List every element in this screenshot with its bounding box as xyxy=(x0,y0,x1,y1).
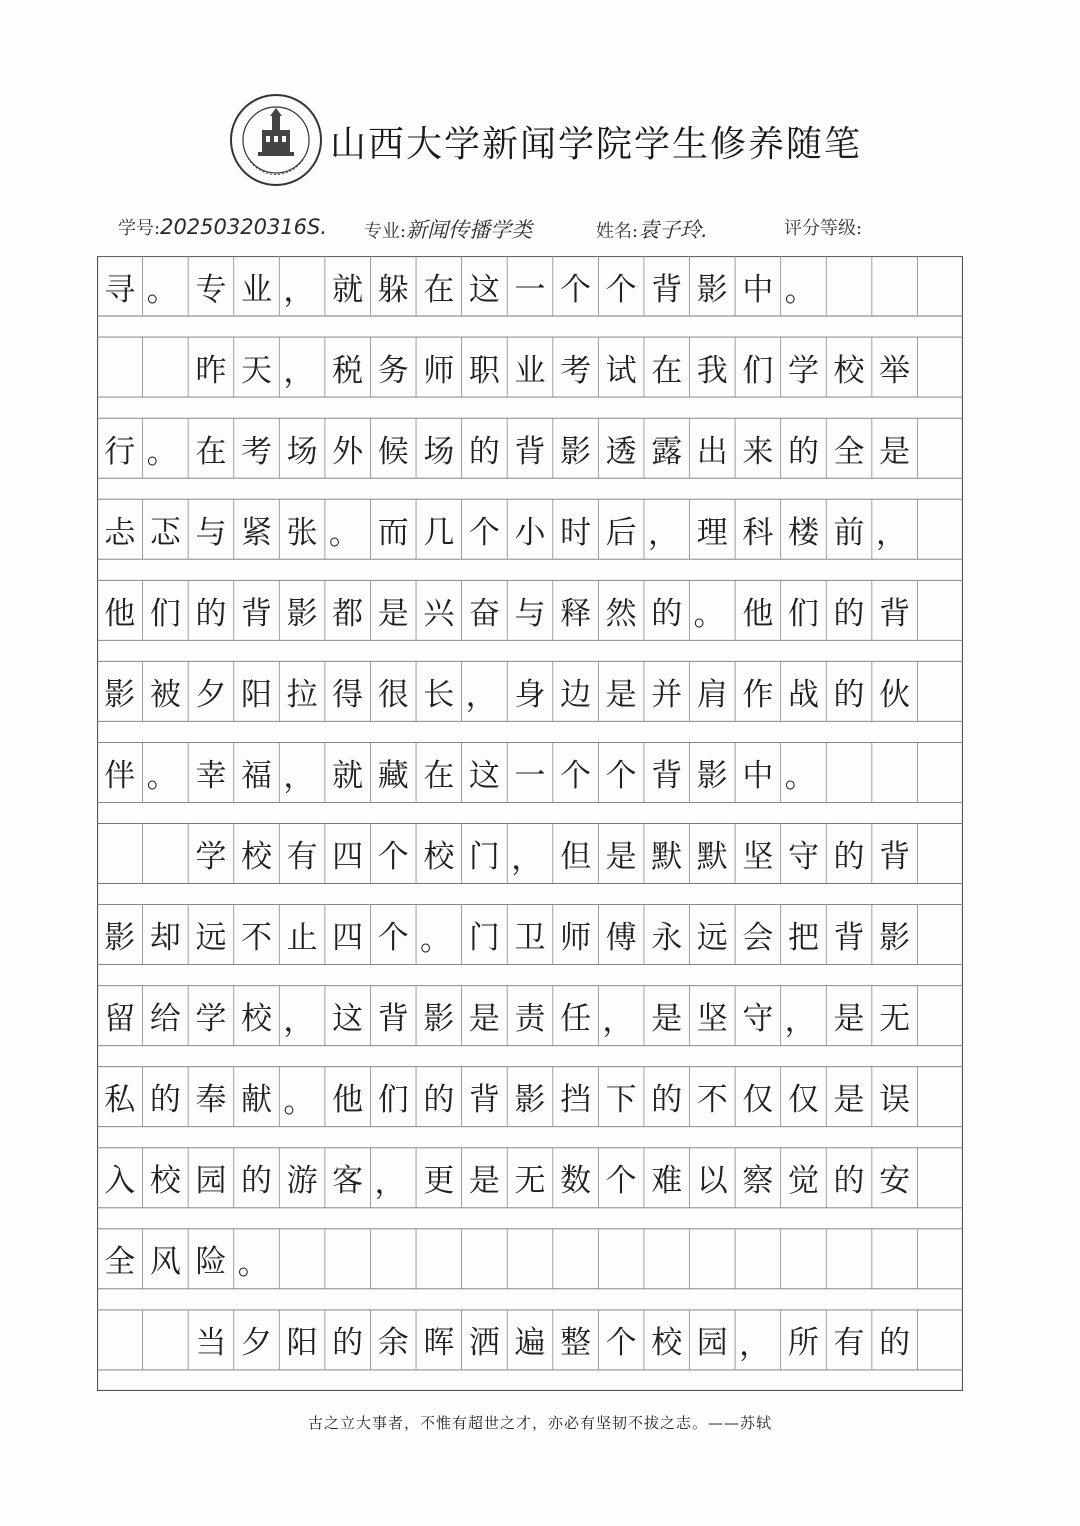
grid-character: 们 xyxy=(149,595,181,632)
grid-character: 长 xyxy=(423,676,455,713)
grid-character xyxy=(97,1310,143,1370)
grid-character: 影 xyxy=(696,757,728,794)
grid-character: 背 xyxy=(651,271,683,308)
grid-character: 在 xyxy=(423,271,455,308)
grid-character: 考 xyxy=(560,352,592,389)
grid-character: 场 xyxy=(423,433,455,470)
grid-character: 背 xyxy=(879,839,911,875)
grid-character: 师 xyxy=(423,352,455,389)
grid-character: 寻 xyxy=(104,271,136,308)
grid-character: 后 xyxy=(605,514,637,551)
grid-character: 们 xyxy=(742,352,774,389)
grid-character: 四 xyxy=(332,839,364,875)
grid-character: 影 xyxy=(104,920,136,957)
grid-character: 奉 xyxy=(195,1082,227,1119)
grid-character: ， xyxy=(602,1002,634,1039)
grid-character: 四 xyxy=(332,920,364,957)
grid-character: ， xyxy=(739,1326,771,1363)
grid-character: 出 xyxy=(696,433,728,470)
grid-character: ， xyxy=(283,1002,315,1039)
grid-character: 就 xyxy=(332,757,364,794)
grid-character: 学 xyxy=(195,1001,227,1038)
grid-character: 的 xyxy=(195,595,227,632)
grid-character: 所 xyxy=(787,1325,819,1362)
grid-character: 这 xyxy=(468,757,500,794)
grid-character: 藏 xyxy=(377,757,409,794)
grid-character: 天 xyxy=(241,352,273,389)
grid-character: 在 xyxy=(423,757,455,794)
grid-character: 兴 xyxy=(423,595,455,632)
grid-character: 仅 xyxy=(787,1082,819,1119)
grid-character: 个 xyxy=(605,271,637,308)
grid-character: 就 xyxy=(332,271,364,308)
grid-character: 以 xyxy=(696,1163,728,1200)
grid-character: 影 xyxy=(286,595,318,632)
grid-character: 险 xyxy=(195,1244,227,1281)
grid-character: 学 xyxy=(787,352,819,389)
grid-character: 卫 xyxy=(514,920,546,957)
grid-character: 。 xyxy=(146,759,178,796)
grid-character: 这 xyxy=(468,271,500,308)
grid-character: 。 xyxy=(146,435,178,472)
grid-character: ， xyxy=(374,1164,406,1201)
grid-character: 作 xyxy=(742,676,774,713)
grid-character: 阳 xyxy=(286,1325,318,1362)
grid-character: 来 xyxy=(742,433,774,470)
grid-character: 难 xyxy=(651,1163,683,1200)
grid-character: 整 xyxy=(560,1325,592,1362)
university-seal-icon xyxy=(228,92,324,188)
grid-character: 业 xyxy=(241,271,273,308)
grid-character: 当 xyxy=(195,1325,227,1362)
essay-line xyxy=(97,1148,963,1208)
grid-character xyxy=(143,1310,189,1370)
grid-character: 边 xyxy=(560,676,592,713)
writing-grid xyxy=(97,256,963,1391)
grid-character: 游 xyxy=(286,1163,318,1200)
grid-character: 的 xyxy=(651,1082,683,1119)
grid-character: 个 xyxy=(605,757,637,794)
grid-character: 忐 xyxy=(104,514,136,551)
grid-character: 而 xyxy=(377,514,409,551)
student-id xyxy=(118,214,327,248)
grid-character: 中 xyxy=(742,757,774,794)
grid-character: 奋 xyxy=(468,595,500,632)
grid-character: 被 xyxy=(149,676,181,713)
grid-character: 他 xyxy=(332,1082,364,1119)
grid-character: 。 xyxy=(784,759,816,796)
grid-character: 背 xyxy=(833,920,865,957)
grid-character: 坚 xyxy=(742,839,774,875)
grid-character: 把 xyxy=(787,920,819,957)
grid-character: 们 xyxy=(377,1082,409,1119)
grid-character: 。 xyxy=(784,273,816,309)
student-id-label: 学号: xyxy=(118,218,161,239)
page-header xyxy=(228,92,928,192)
grid-character: 坚 xyxy=(696,1001,728,1038)
grid-character: 的 xyxy=(879,1325,911,1362)
grid-character: 专 xyxy=(195,271,227,308)
grid-character: 。 xyxy=(283,1083,315,1120)
grid-character: 几 xyxy=(423,514,455,551)
grid-character: 远 xyxy=(195,920,227,957)
grid-character: 晖 xyxy=(423,1325,455,1362)
grid-character: 洒 xyxy=(468,1325,500,1362)
grid-character: 这 xyxy=(332,1001,364,1038)
grid-character: 校 xyxy=(149,1163,181,1200)
grid-character: 背 xyxy=(514,433,546,470)
grid-character: 职 xyxy=(468,352,500,389)
grid-character: 全 xyxy=(833,433,865,470)
grid-character: 候 xyxy=(377,433,409,470)
grid-character: 个 xyxy=(605,1325,637,1362)
grid-character: 客 xyxy=(332,1163,364,1200)
grid-character: 是 xyxy=(651,1001,683,1038)
grid-character: 是 xyxy=(833,1082,865,1119)
grid-character: 伴 xyxy=(104,757,136,794)
grid-character: 释 xyxy=(560,595,592,632)
grid-character: 会 xyxy=(742,920,774,957)
major-label: 专业: xyxy=(364,221,407,242)
grid-character: 试 xyxy=(605,352,637,389)
grid-character: 数 xyxy=(560,1163,592,1200)
grid-character: 全 xyxy=(104,1244,136,1281)
grid-character: 留 xyxy=(104,1001,136,1038)
grid-character: 很 xyxy=(377,676,409,713)
grid-character: 更 xyxy=(423,1163,455,1200)
grid-character: 校 xyxy=(423,839,455,875)
grade-label: 评分等级: xyxy=(784,218,863,239)
grid-character: 影 xyxy=(514,1082,546,1119)
grid-character: 行 xyxy=(104,433,136,470)
grid-character: 个 xyxy=(377,839,409,875)
grid-character: 傅 xyxy=(605,920,637,957)
essay-line xyxy=(97,418,963,478)
grid-character: 前 xyxy=(833,514,865,551)
grid-character: 却 xyxy=(149,920,181,957)
grid-character: 肩 xyxy=(696,676,728,713)
grid-character: 影 xyxy=(560,433,592,470)
grid-character: 的 xyxy=(833,595,865,632)
grid-character: 伙 xyxy=(879,676,911,713)
essay-line xyxy=(97,661,963,721)
grid-character: 他 xyxy=(742,595,774,632)
grid-character: 场 xyxy=(286,433,318,470)
name-value: 袁子玲. xyxy=(638,218,708,242)
grid-character: 。 xyxy=(237,1245,269,1282)
grid-character: 幸 xyxy=(195,757,227,794)
grid-character: 是 xyxy=(468,1163,500,1200)
grid-character: 楼 xyxy=(787,514,819,551)
grid-character: 的 xyxy=(833,676,865,713)
essay-line xyxy=(97,1067,963,1127)
grid-character: 仅 xyxy=(742,1082,774,1119)
grid-character: ， xyxy=(283,273,315,309)
grid-character: 们 xyxy=(787,595,819,632)
grid-character: 的 xyxy=(332,1325,364,1362)
grid-character: 个 xyxy=(605,1163,637,1200)
grid-character: 他 xyxy=(104,595,136,632)
grid-character: 责 xyxy=(514,1001,546,1038)
name xyxy=(596,214,708,248)
grid-character: 夕 xyxy=(195,676,227,713)
grid-character: 守 xyxy=(787,839,819,875)
grid-character: 露 xyxy=(651,433,683,470)
essay-line xyxy=(97,824,963,884)
page-title: 山西大学新闻学院学生修养随笔 xyxy=(330,124,863,165)
grid-character: 与 xyxy=(514,595,546,632)
grid-character: 影 xyxy=(423,1001,455,1038)
grid-character: 与 xyxy=(195,514,227,551)
grid-character: 有 xyxy=(286,839,318,875)
grid-character: 背 xyxy=(468,1082,500,1119)
grid-character: 园 xyxy=(696,1325,728,1362)
grid-character: 并 xyxy=(651,676,683,713)
grid-character: 身 xyxy=(514,676,546,713)
grid-character: 园 xyxy=(195,1163,227,1200)
grid-character: 察 xyxy=(742,1163,774,1200)
grid-character: 是 xyxy=(377,595,409,632)
footer-quote: 古之立大事者，不惟有超世之才，亦必有坚韧不拔之志。——苏轼 xyxy=(307,1414,772,1432)
grid-character: 时 xyxy=(560,514,592,551)
grid-character xyxy=(143,337,189,397)
grid-character: 都 xyxy=(332,595,364,632)
grid-character: 拉 xyxy=(286,676,318,713)
essay-line xyxy=(97,499,963,559)
grid-character: 的 xyxy=(423,1082,455,1119)
grid-character: 下 xyxy=(605,1082,637,1119)
essay-line xyxy=(97,580,963,640)
grid-character: 紧 xyxy=(241,514,273,551)
grid-character: 业 xyxy=(514,352,546,389)
grid-character: 科 xyxy=(742,514,774,551)
grid-character: 一 xyxy=(514,757,546,794)
grid-character: 理 xyxy=(696,514,728,551)
grid-character: 远 xyxy=(696,920,728,957)
grid-character: ， xyxy=(465,678,497,715)
grid-character: 夕 xyxy=(241,1325,273,1362)
grid-character: 。 xyxy=(146,273,178,309)
grid-character: 小 xyxy=(514,514,546,551)
grid-character: 学 xyxy=(195,839,227,875)
grid-character: 的 xyxy=(468,433,500,470)
student-id-value: 20250320316S. xyxy=(160,215,328,239)
essay-line xyxy=(97,1310,963,1370)
grid-character: 校 xyxy=(651,1325,683,1362)
grid-character: 。 xyxy=(693,597,725,634)
grid-character: 校 xyxy=(833,352,865,389)
grid-character: 是 xyxy=(468,1001,500,1038)
grid-character: 觉 xyxy=(787,1163,819,1200)
grid-character: 私 xyxy=(104,1082,136,1119)
grid-character: 校 xyxy=(241,839,273,875)
grid-character: 门 xyxy=(468,839,500,875)
grid-character: 影 xyxy=(696,271,728,308)
grid-character: ， xyxy=(511,840,543,877)
grid-character: 校 xyxy=(241,1001,273,1038)
grid-character: 个 xyxy=(377,920,409,957)
grid-character: 的 xyxy=(651,595,683,632)
grid-character: ， xyxy=(283,759,315,796)
grid-character: 昨 xyxy=(195,352,227,389)
grid-character: ， xyxy=(283,354,315,391)
grid-character: 师 xyxy=(560,920,592,957)
grid-character: 张 xyxy=(286,514,318,551)
grid-character: 税 xyxy=(332,352,364,389)
grid-character: 背 xyxy=(377,1001,409,1038)
grid-character xyxy=(143,824,189,884)
essay-line xyxy=(97,986,963,1046)
grid-character: 有 xyxy=(833,1325,865,1362)
grid-character: 阳 xyxy=(241,676,273,713)
major xyxy=(364,214,532,248)
grid-character: 误 xyxy=(879,1082,911,1119)
grid-character: 是 xyxy=(605,839,637,875)
grid-character: 止 xyxy=(286,920,318,957)
grid-character: 忑 xyxy=(149,514,181,551)
grid-character: 给 xyxy=(149,1001,181,1038)
grid-character: 我 xyxy=(696,352,728,389)
grid-character: 任 xyxy=(560,1001,592,1038)
grid-character: 个 xyxy=(468,514,500,551)
grid-character: 遍 xyxy=(514,1325,546,1362)
major-value: 新闻传播学类 xyxy=(406,218,533,242)
essay-line xyxy=(97,1229,963,1289)
grid-character: 在 xyxy=(651,352,683,389)
grid-character: ， xyxy=(875,516,907,553)
grid-character: ， xyxy=(647,516,679,553)
grid-character: 是 xyxy=(879,433,911,470)
grid-character: ， xyxy=(784,1002,816,1039)
grid-character: 无 xyxy=(879,1001,911,1038)
grid-character: 举 xyxy=(879,352,911,389)
grid-character: 永 xyxy=(651,920,683,957)
grid-character: 是 xyxy=(833,1001,865,1038)
grid-character: 默 xyxy=(651,839,683,875)
essay-line xyxy=(97,256,963,316)
grid-character: 不 xyxy=(241,920,273,957)
grid-character: 的 xyxy=(149,1082,181,1119)
grid-character: 入 xyxy=(104,1163,136,1200)
grid-character: 不 xyxy=(696,1082,728,1119)
grid-character: 影 xyxy=(879,920,911,957)
grid-character: 在 xyxy=(195,433,227,470)
grid-character: 的 xyxy=(833,1163,865,1200)
grid-character: 。 xyxy=(420,921,452,958)
grid-character: 的 xyxy=(241,1163,273,1200)
grid-character: 风 xyxy=(149,1244,181,1281)
name-label: 姓名: xyxy=(596,221,639,242)
grid-character xyxy=(97,337,143,397)
grid-character: 挡 xyxy=(560,1082,592,1119)
grid-character: 务 xyxy=(377,352,409,389)
grid-character: 献 xyxy=(241,1082,273,1119)
grid-character: 个 xyxy=(560,271,592,308)
grid-character: 安 xyxy=(879,1163,911,1200)
grid-character: 默 xyxy=(696,839,728,875)
essay-line xyxy=(97,905,963,965)
grid-character: 得 xyxy=(332,676,364,713)
grid-character: 影 xyxy=(104,676,136,713)
grade xyxy=(784,214,862,248)
grid-character: 考 xyxy=(241,433,273,470)
grid-character: 背 xyxy=(651,757,683,794)
grid-character: 的 xyxy=(833,839,865,875)
grid-character: 战 xyxy=(787,676,819,713)
grid-character: 但 xyxy=(560,839,592,875)
grid-character: 外 xyxy=(332,433,364,470)
grid-character: 背 xyxy=(241,595,273,632)
grid-character: 躲 xyxy=(377,271,409,308)
grid-character: 然 xyxy=(605,595,637,632)
grid-character xyxy=(97,824,143,884)
grid-character: 中 xyxy=(742,271,774,308)
grid-character: 透 xyxy=(605,433,637,470)
grid-character: 背 xyxy=(879,595,911,632)
grid-character: 是 xyxy=(605,676,637,713)
grid-character: 余 xyxy=(377,1325,409,1362)
grid-character: 守 xyxy=(742,1001,774,1038)
essay-line xyxy=(97,337,963,397)
grid-character: 一 xyxy=(514,271,546,308)
grid-character: 个 xyxy=(560,757,592,794)
grid-character: 的 xyxy=(787,433,819,470)
grid-character: 门 xyxy=(468,920,500,957)
grid-character: 无 xyxy=(514,1163,546,1200)
essay-line xyxy=(97,742,963,802)
grid-character: 福 xyxy=(241,757,273,794)
grid-character: 。 xyxy=(328,516,360,553)
